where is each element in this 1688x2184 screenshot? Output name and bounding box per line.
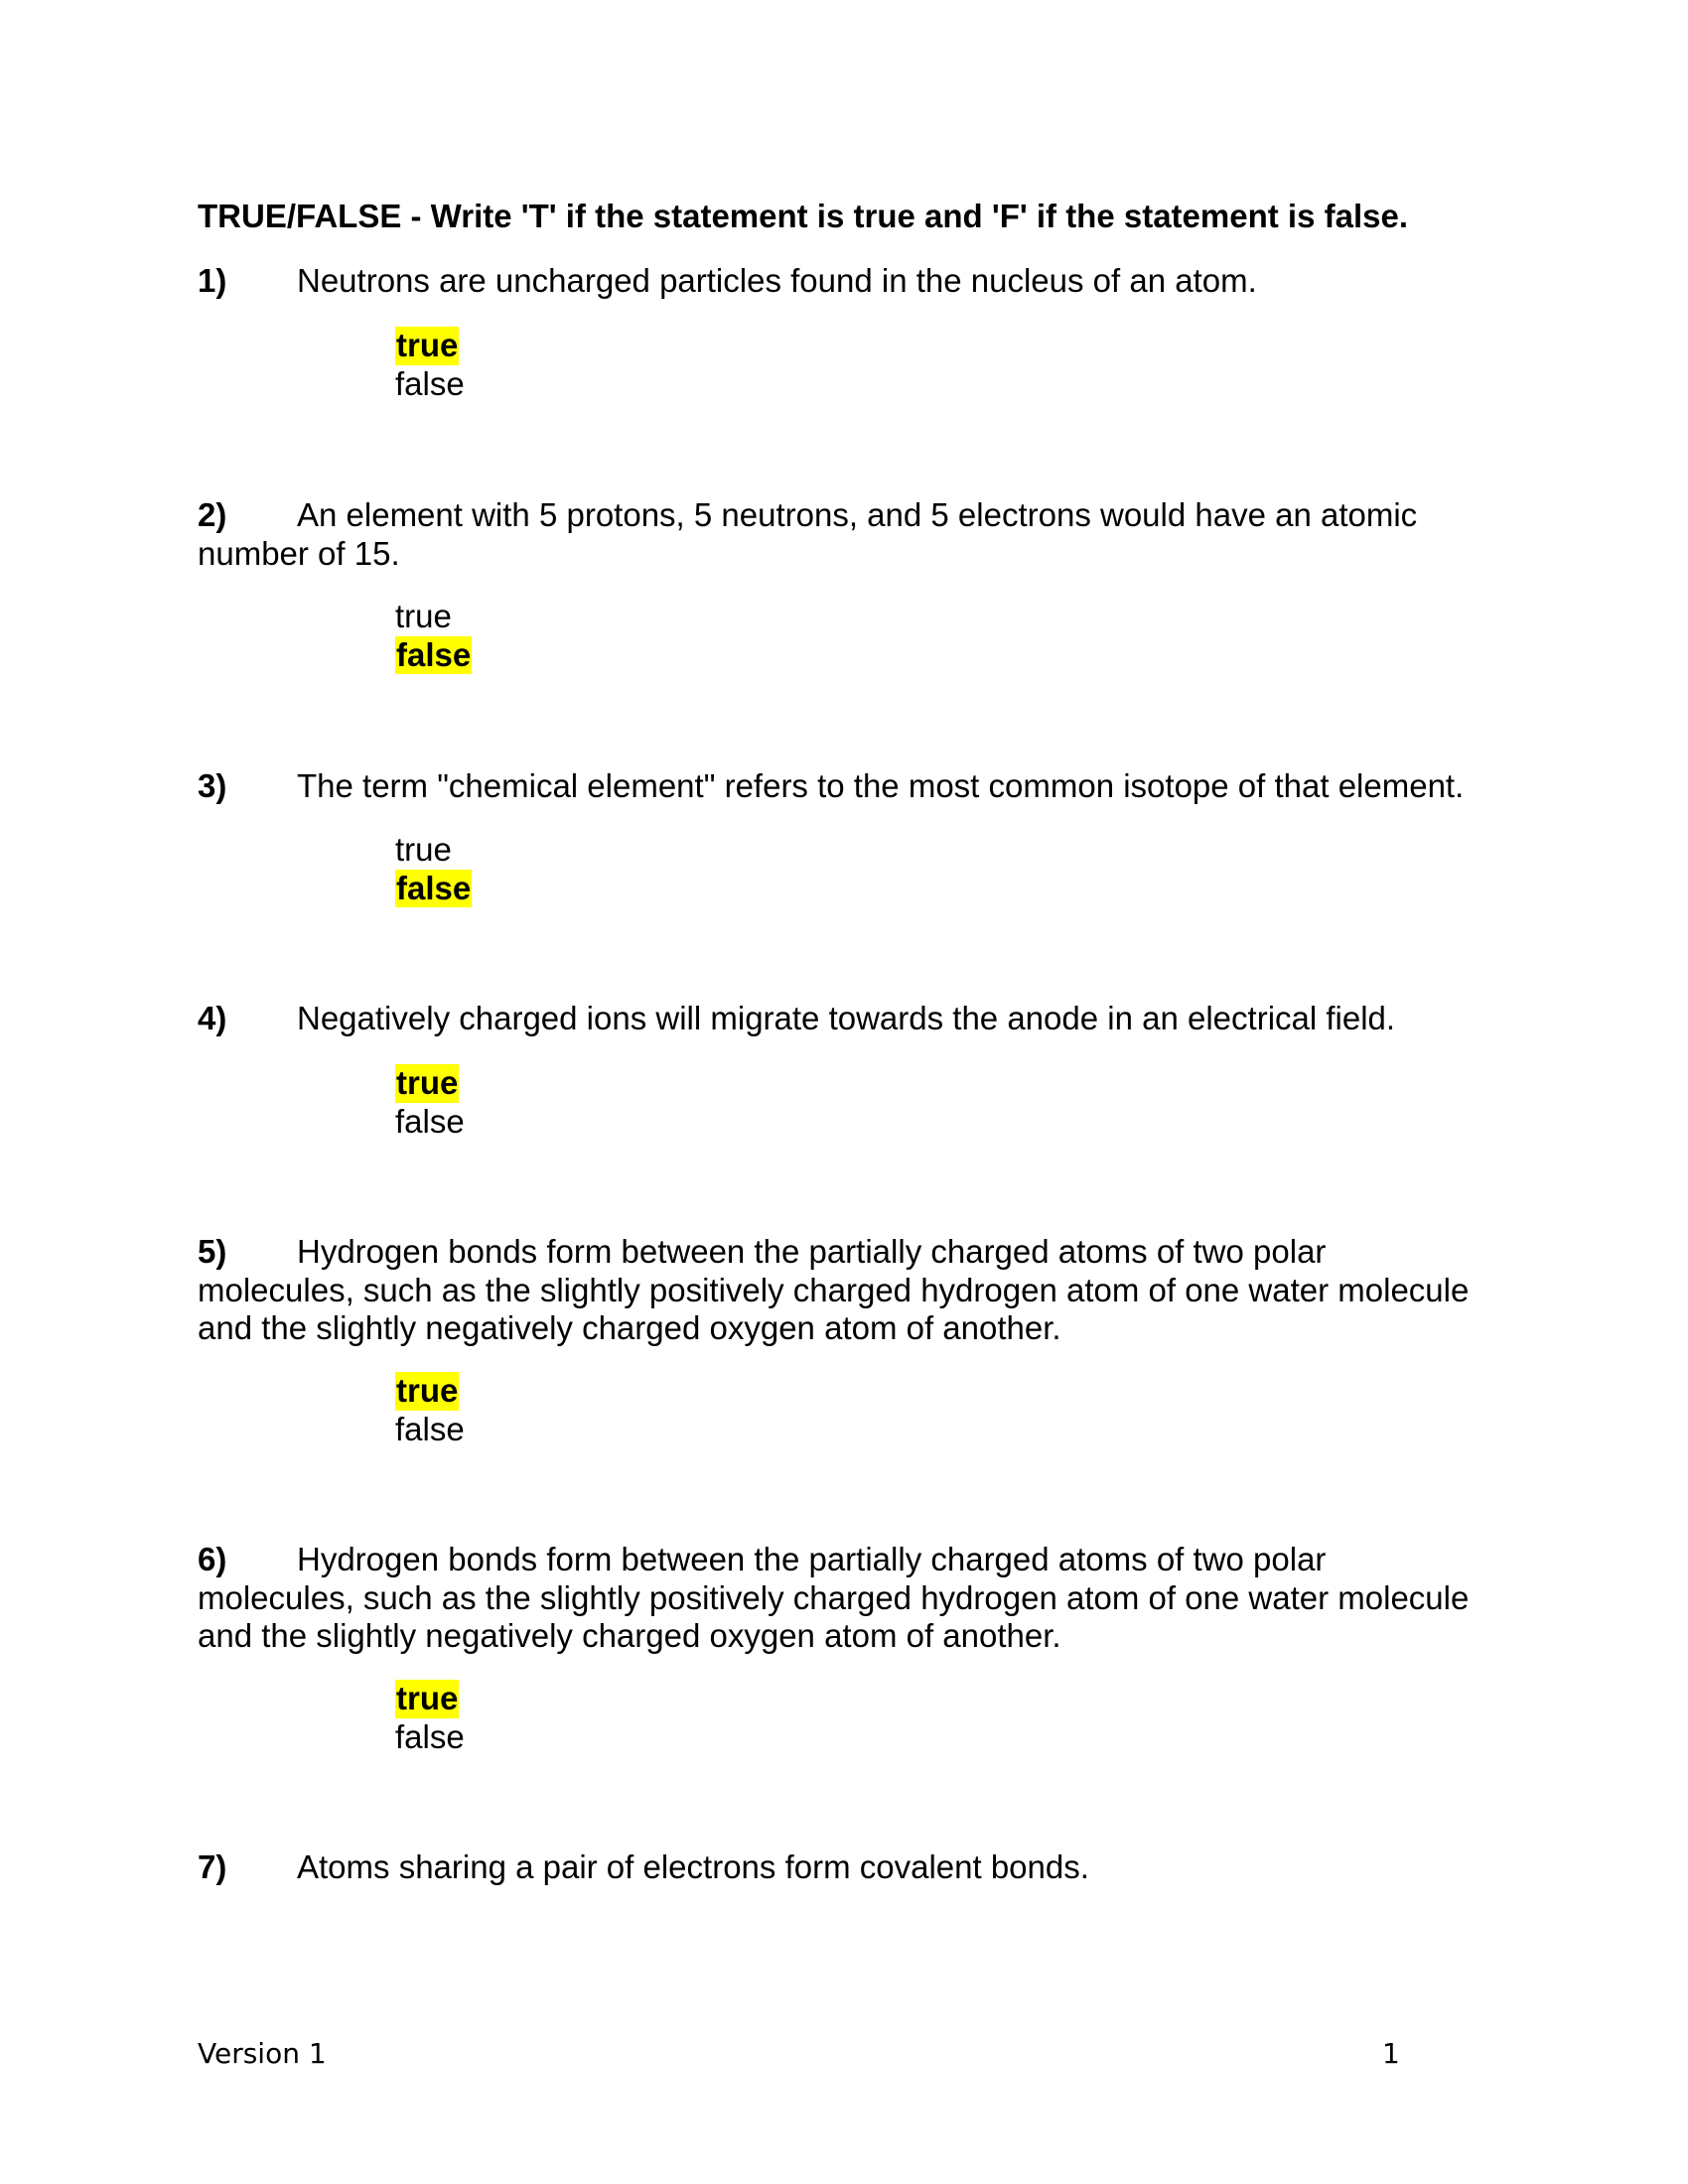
question-3-options: [395, 831, 472, 907]
instructions-heading: TRUE/FALSE - Write 'T' if the statement is true and 'F' if the statement is false.: [198, 198, 1408, 234]
question-number: 3): [198, 767, 227, 804]
question-6: [198, 1541, 1488, 1656]
question-number: 7): [198, 1848, 227, 1885]
question-text: Neutrons are uncharged particles found in the nucleus of an atom.: [297, 262, 1257, 299]
question-6-options: [395, 1680, 465, 1756]
question-1-options: [395, 327, 465, 403]
question-4-options: [395, 1064, 465, 1141]
option-true[interactable]: true: [395, 598, 452, 634]
question-text: The term "chemical element" refers to the most common isotope of that element.: [297, 767, 1465, 804]
question-5: [198, 1233, 1488, 1348]
question-3: [198, 767, 1488, 806]
question-2: [198, 496, 1488, 573]
option-true[interactable]: true: [396, 327, 459, 363]
question-number: 5): [198, 1233, 227, 1270]
question-text: An element with 5 protons, 5 neutrons, and 5 electrons would have an atomic number of 15.: [198, 496, 1418, 572]
footer-page-number: 1: [1382, 2037, 1400, 2070]
question-text: Negatively charged ions will migrate towards the anode in an electrical field.: [297, 1000, 1396, 1036]
question-number: 6): [198, 1541, 227, 1577]
option-true[interactable]: true: [396, 1680, 459, 1716]
option-false[interactable]: false: [396, 635, 472, 673]
option-false[interactable]: false: [395, 1102, 465, 1140]
question-text: Hydrogen bonds form between the partially charged atoms of two polar molecules, such as the slightly positively charged hydrogen atom of one water molecule and the slightly negatively charged oxygen atom of another.: [198, 1541, 1470, 1654]
footer-version: Version 1: [198, 2037, 327, 2070]
question-1: [198, 262, 1488, 301]
question-number: 1): [198, 262, 227, 299]
question-4: [198, 1000, 1488, 1038]
option-true[interactable]: true: [396, 1064, 459, 1101]
option-false[interactable]: false: [396, 869, 472, 906]
question-text: Hydrogen bonds form between the partially charged atoms of two polar molecules, such as the slightly positively charged hydrogen atom of one water molecule and the slightly negatively charged oxygen atom of another.: [198, 1233, 1470, 1346]
question-7: [198, 1848, 1488, 1887]
option-false[interactable]: false: [395, 364, 465, 402]
question-5-options: [395, 1372, 465, 1448]
option-true[interactable]: true: [395, 831, 452, 868]
option-false[interactable]: false: [395, 1717, 465, 1755]
option-true[interactable]: true: [396, 1372, 459, 1409]
question-text: Atoms sharing a pair of electrons form covalent bonds.: [297, 1848, 1089, 1885]
question-2-options: [395, 598, 472, 674]
option-false[interactable]: false: [395, 1410, 465, 1447]
question-number: 4): [198, 1000, 227, 1036]
question-number: 2): [198, 496, 227, 533]
